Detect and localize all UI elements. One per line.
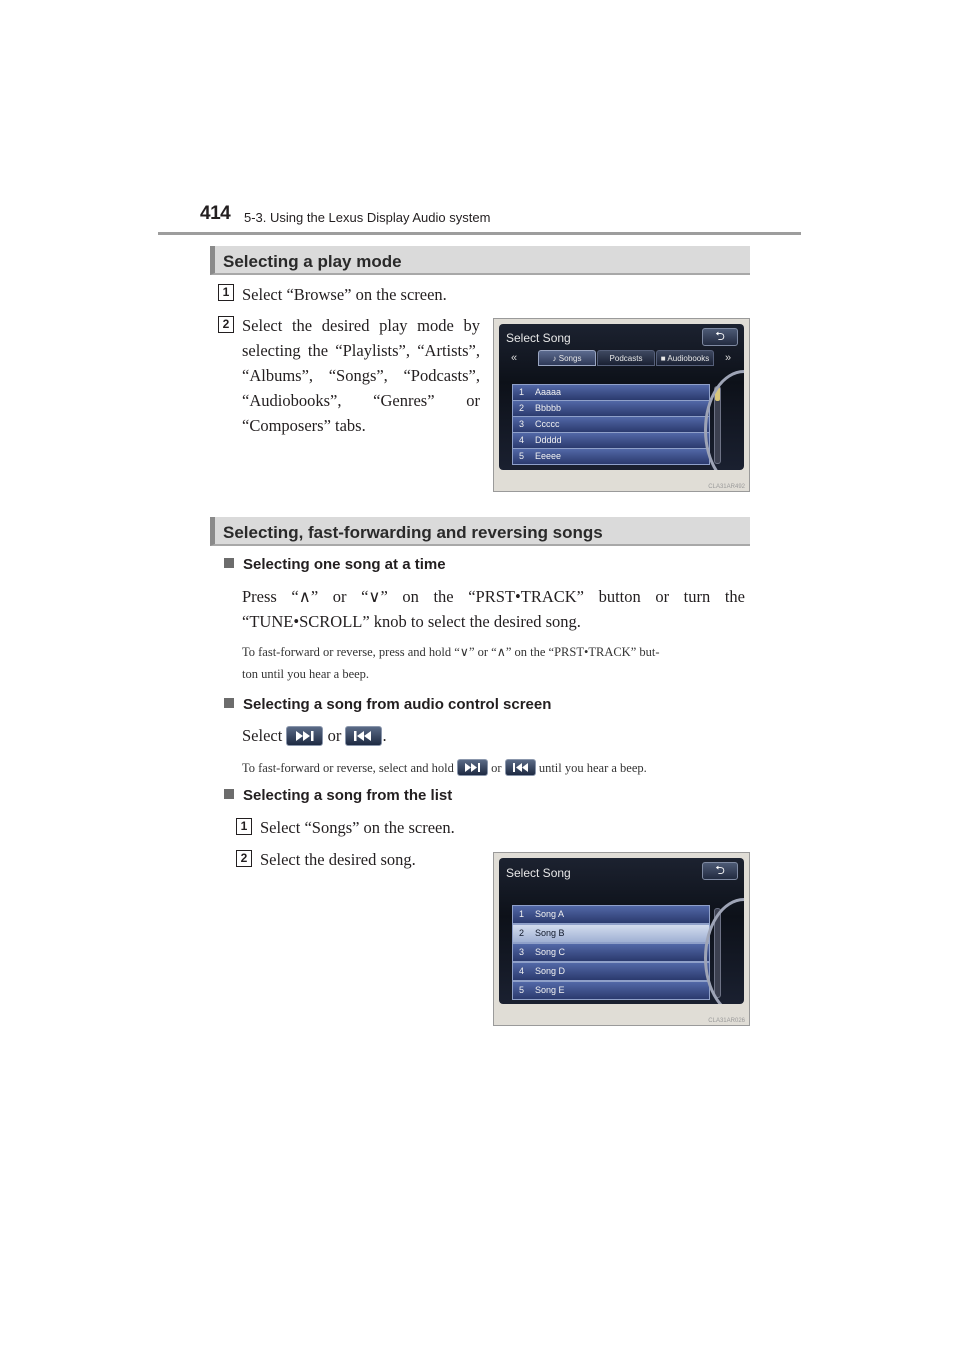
tab-next-icon[interactable]: » — [725, 352, 732, 364]
screenshot-select-song-list — [493, 852, 750, 1026]
knob-arc-icon — [704, 898, 744, 1004]
step-2-line: “Albums”, “Songs”, “Podcasts”, — [242, 366, 480, 385]
bullet-square-icon — [224, 558, 234, 568]
list-item[interactable]: 2 Bbbbb — [512, 400, 710, 417]
step-number-1: 1 — [218, 284, 234, 301]
list-item[interactable]: 4 Song D — [512, 962, 710, 981]
bullet-square-icon — [224, 789, 234, 799]
list-item-selected[interactable]: 2 Song B — [512, 924, 710, 943]
tab-audiobooks[interactable]: ■ Audiobooks — [656, 350, 714, 366]
screen-title: Select Song — [506, 866, 571, 880]
section-title-songs: Selecting, fast-forwarding and reversing songs — [210, 517, 750, 546]
tab-bar — [501, 350, 742, 366]
skip-forward-icon[interactable] — [286, 726, 323, 746]
step-1-text: Select “Songs” on the screen. — [260, 818, 455, 837]
book-icon: ■ — [660, 354, 666, 363]
step-1-text: Select “Browse” on the screen. — [242, 285, 447, 304]
step-number-2: 2 — [236, 850, 252, 867]
subheading-one-song: Selecting one song at a time — [224, 556, 446, 573]
figure-code: CLA31AR492 — [708, 484, 745, 490]
song-list — [512, 905, 710, 1000]
step-2-line: “Composers” tabs. — [242, 416, 366, 435]
section-title-play-mode: Selecting a play mode — [210, 246, 750, 275]
skip-back-icon — [505, 759, 536, 776]
step-2-text: Select the desired song. — [260, 850, 416, 869]
subheading-audio-control: Selecting a song from audio control screen — [224, 696, 551, 713]
body-line: “TUNE•SCROLL” knob to select the desired song. — [242, 612, 581, 631]
step-2-line: Select the desired play mode by — [242, 316, 480, 335]
header-rule — [158, 232, 801, 235]
back-arrow-icon[interactable]: ⮌ — [702, 328, 738, 346]
list-item[interactable]: 5 Song E — [512, 981, 710, 1000]
list-item[interactable]: 3 Ccccc — [512, 416, 710, 433]
list-item[interactable]: 5 Eeeee — [512, 448, 710, 465]
list-item[interactable]: 1 Aaaaa — [512, 384, 710, 401]
figure-code: CLA31AR026 — [708, 1018, 745, 1024]
step-number-1: 1 — [236, 818, 252, 835]
music-note-icon: ♪ — [552, 354, 557, 363]
step-2-line: “Audiobooks”, “Genres” or — [242, 391, 480, 410]
display-panel — [499, 858, 744, 1004]
note-line: ton until you hear a beep. — [242, 667, 370, 681]
screen-title: Select Song — [506, 331, 571, 345]
knob-arc-icon — [704, 370, 744, 470]
body-line: Press “∧” or “∨” on the “PRST•TRACK” button or turn the — [242, 587, 745, 606]
breadcrumb: 5-3. Using the Lexus Display Audio system — [244, 210, 491, 225]
back-arrow-icon[interactable]: ⮌ — [702, 862, 738, 880]
list-item[interactable]: 3 Song C — [512, 943, 710, 962]
note-line: To fast-forward or reverse, press and hold “∨” or “∧” on the “PRST•TRACK” but- — [242, 645, 660, 659]
tab-songs[interactable]: ♪ Songs — [538, 350, 596, 366]
page-number: 414 — [200, 203, 231, 224]
list-item[interactable]: 4 Ddddd — [512, 432, 710, 449]
select-line: Select or . — [242, 726, 387, 745]
skip-forward-icon — [457, 759, 488, 776]
tab-podcasts[interactable]: Podcasts — [597, 350, 655, 366]
song-list — [512, 384, 710, 464]
bullet-square-icon — [224, 698, 234, 708]
screenshot-select-song-tabs — [493, 318, 750, 492]
step-number-2: 2 — [218, 316, 234, 333]
display-panel — [499, 324, 744, 470]
skip-back-icon[interactable] — [345, 726, 382, 746]
step-2-line: selecting the “Playlists”, “Artists”, — [242, 341, 480, 360]
subheading-from-list: Selecting a song from the list — [224, 787, 452, 804]
tab-prev-icon[interactable]: « — [511, 352, 518, 364]
note-line: To fast-forward or reverse, select and hold or until you hear a beep. — [242, 761, 647, 775]
list-item[interactable]: 1 Song A — [512, 905, 710, 924]
